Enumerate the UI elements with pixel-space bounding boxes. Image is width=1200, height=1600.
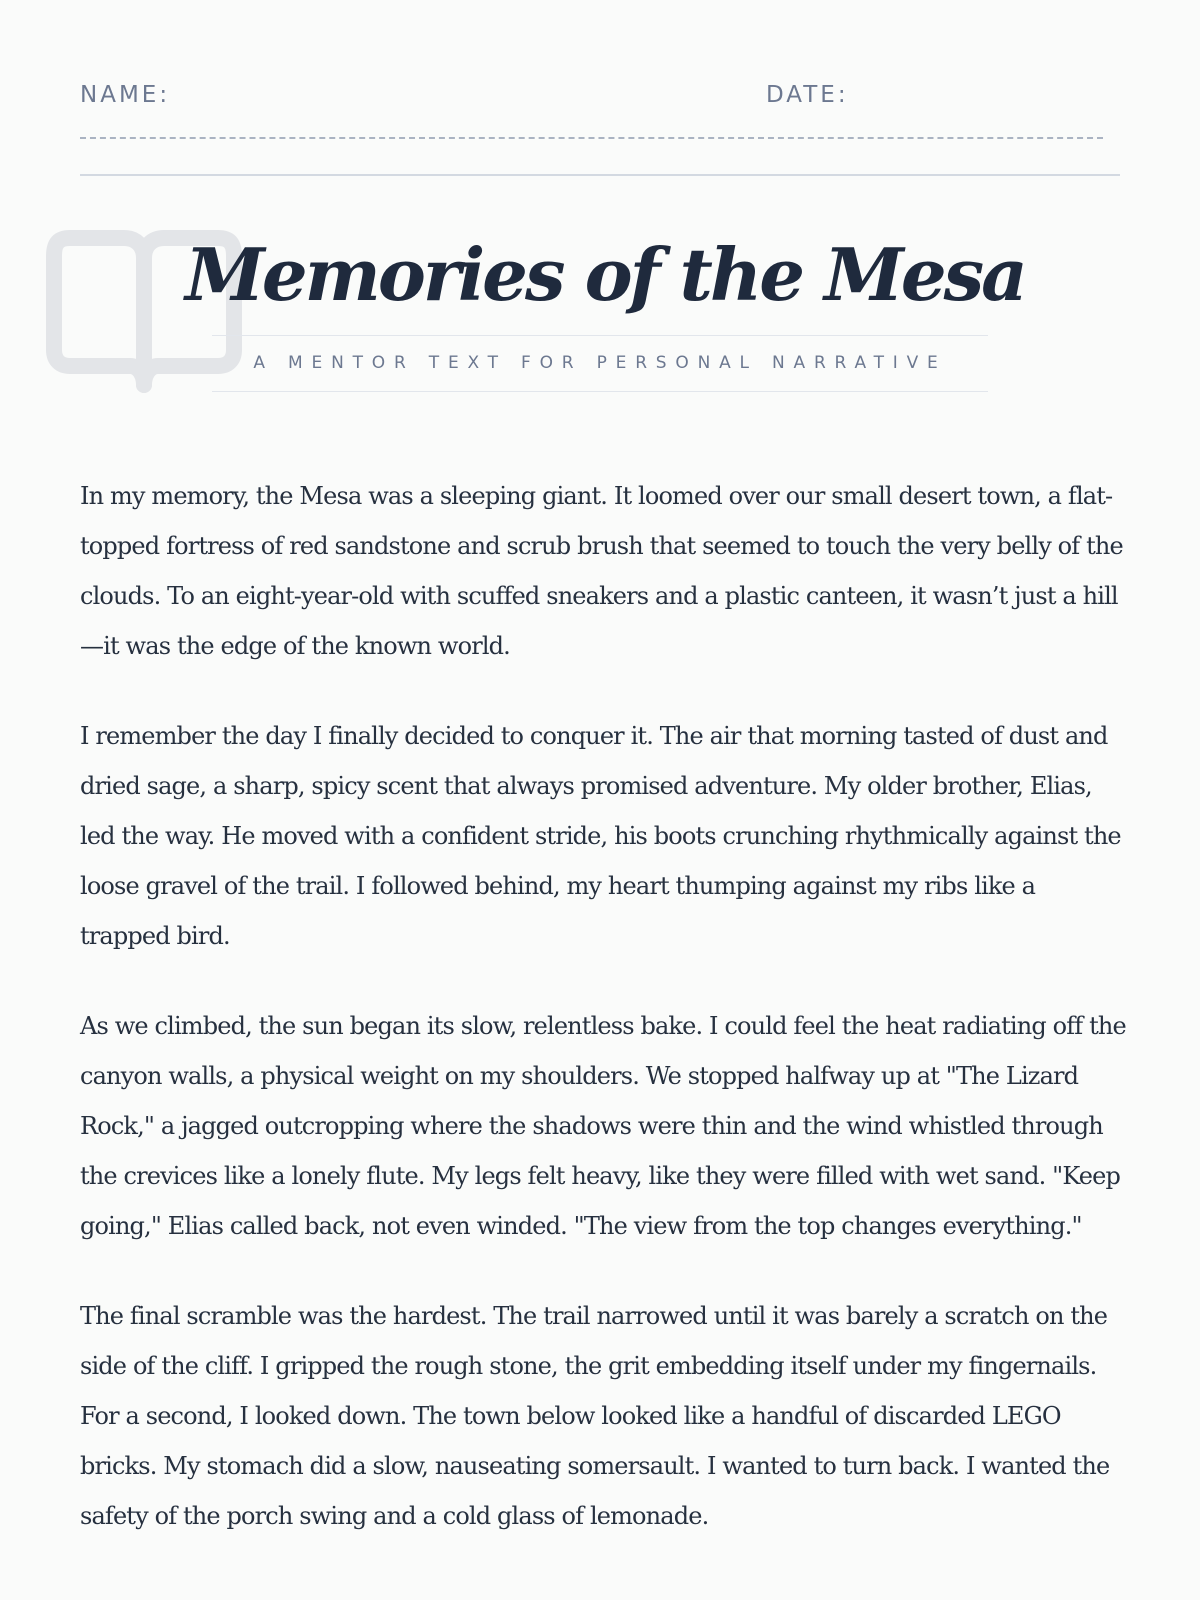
paragraph-2: I remember the day I finally decided to conquer it. The air that morning tasted of dust and dried sage, a sharp, spicy scent that always promised adventure. My older brother, Elias, led the way. He moved with a confident stride, his boots crunching rhythmically against the loose gravel of the trail. I followed behind, my heart thumping against my ribs like a trapped bird. bbox=[80, 722, 1121, 950]
name-date-blank-line[interactable] bbox=[80, 137, 1103, 139]
header-divider bbox=[80, 174, 1120, 176]
subtitle-band bbox=[212, 335, 988, 392]
date-label: DATE: bbox=[766, 82, 849, 108]
subtitle: A MENTOR TEXT FOR PERSONAL NARRATIVE bbox=[253, 353, 947, 373]
paragraph-1: In my memory, the Mesa was a sleeping giant. It loomed over our small desert town, a flat-topped fortress of red sandstone and scrub brush that seemed to touch the very belly of the clouds. To an eight-year-old with scuffed sneakers and a plastic canteen, it wasn’t just a hill—it was the edge of the known world. bbox=[80, 482, 1123, 660]
name-label: NAME: bbox=[80, 82, 171, 108]
paragraph-3: As we climbed, the sun began its slow, relentless bake. I could feel the heat radiating off the canyon walls, a physical weight on my shoulders. We stopped halfway up at "The Lizard Rock," a jagged outcropping where the shadows were thin and the wind whistled through the crevices like a lonely flute. My legs felt heavy, like they were filled with wet sand. "Keep going," Elias called back, not even winded. "The view from the top changes everything." bbox=[80, 1012, 1126, 1240]
page-title: Memories of the Mesa bbox=[185, 232, 1025, 317]
paragraph-4: The final scramble was the hardest. The trail narrowed until it was barely a scratch on the side of the cliff. I gripped the rough stone, the grit embedding itself under my fingernails. For a second, I looked down. The town below looked like a handful of discarded LEGO bricks. My stomach did a slow, nauseating somersault. I wanted to turn back. I wanted the safety of the porch swing and a cold glass of lemonade. bbox=[80, 1302, 1110, 1530]
narrative-body bbox=[80, 471, 1130, 1581]
